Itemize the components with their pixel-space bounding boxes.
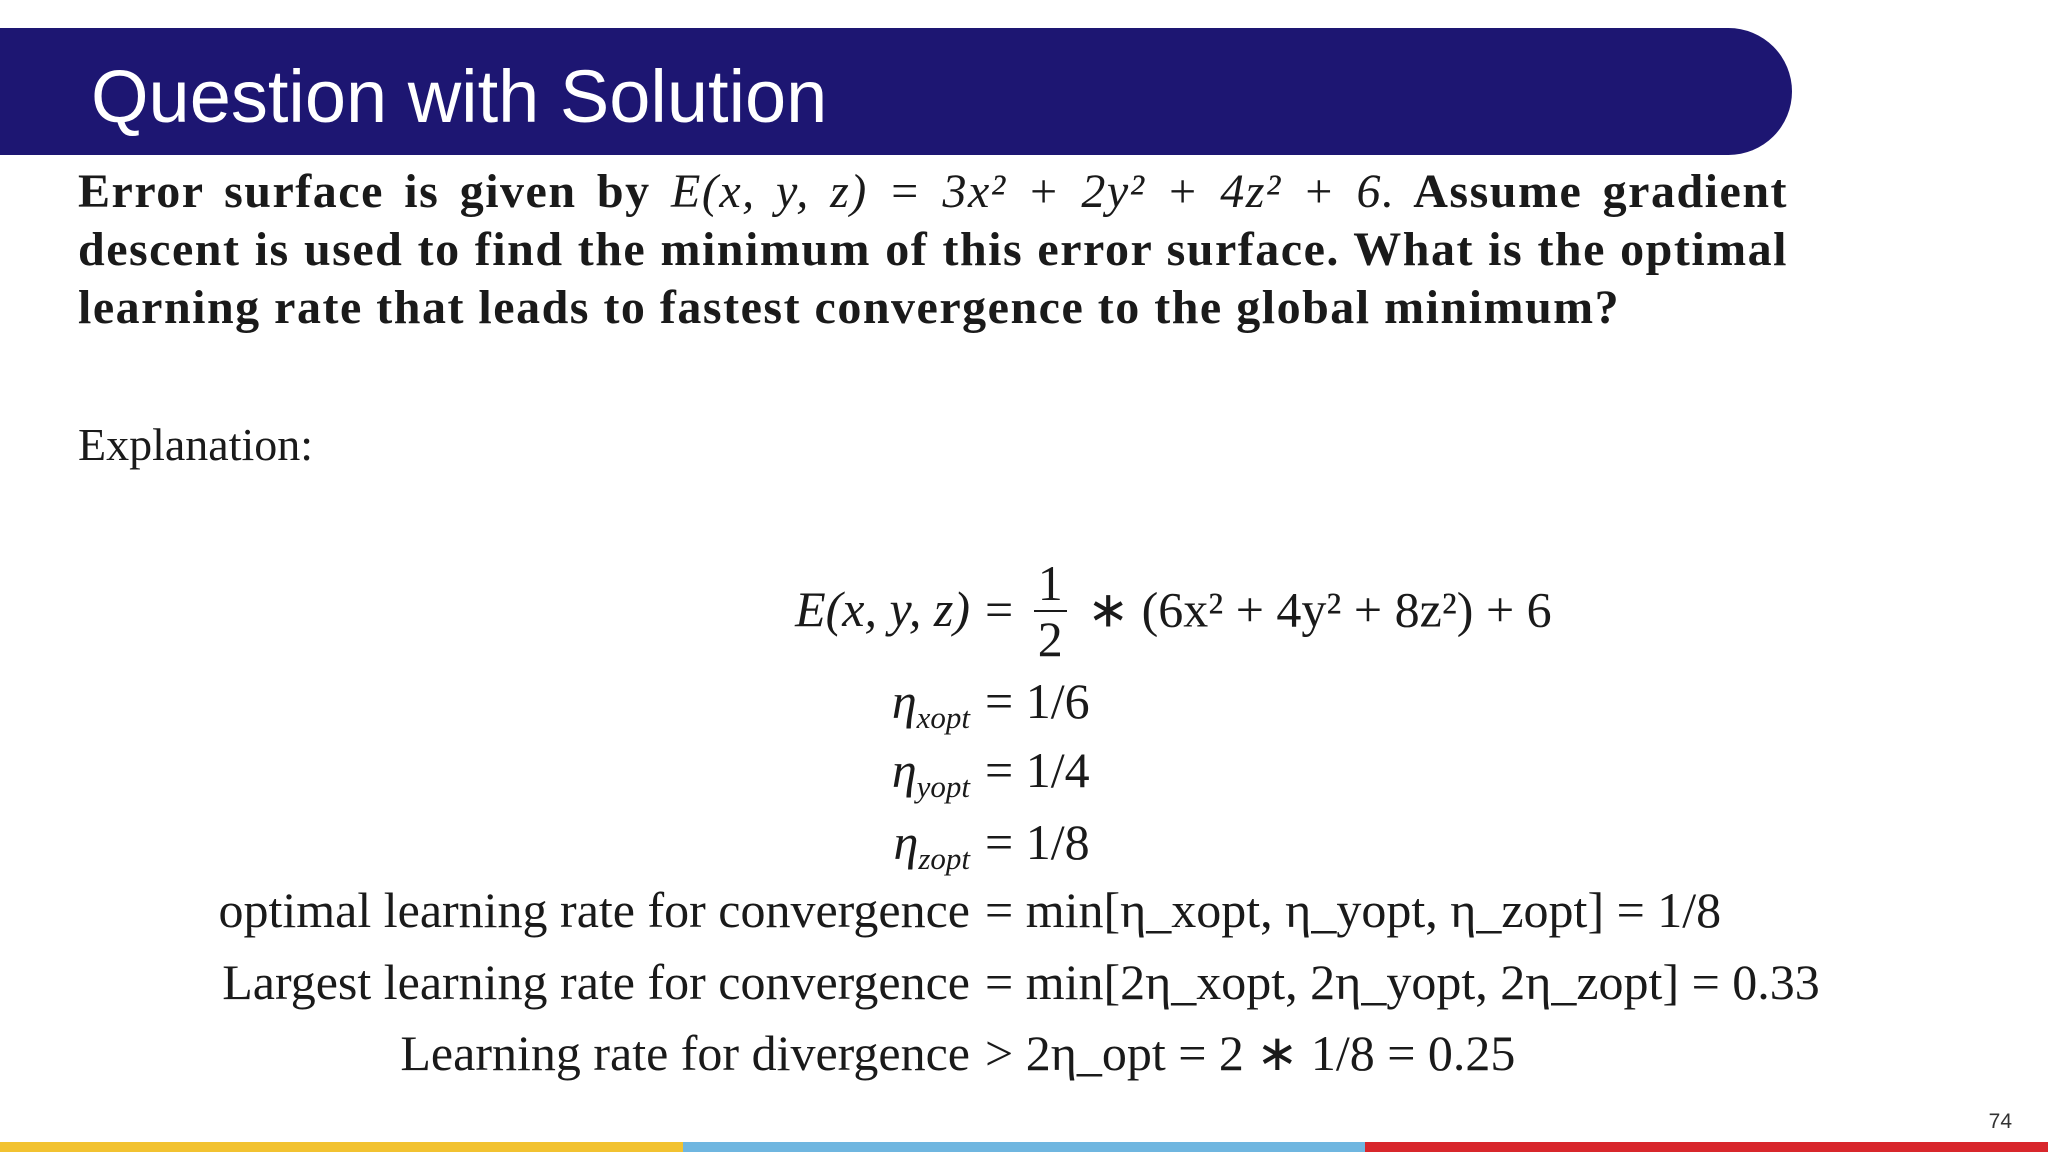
equation-lhs: Learning rate for divergence (400, 1025, 970, 1081)
question-text (78, 163, 1788, 337)
equation-error-surface (0, 555, 2048, 667)
fraction-one-half (1034, 556, 1067, 666)
question-body: Assume gradient descent is used to find the minimum of this error surface. What is the optimal learning rate that leads to fastest convergence to the global minimum? (78, 165, 1789, 334)
question-intro: Error surface is given by (78, 165, 672, 218)
slide-title: Question with Solution (91, 55, 828, 138)
fraction-numerator: 1 (1034, 556, 1067, 612)
eta-symbol: η (891, 742, 917, 798)
equation-equals: = (985, 581, 1014, 638)
equation-lhs: optimal learning rate for convergence (218, 882, 970, 938)
equation-eta-x (0, 672, 2048, 738)
eta-subscript: yopt (916, 769, 970, 804)
equation-rhs: = 1/4 (985, 742, 1090, 798)
equation-eta-z (0, 813, 2048, 879)
eta-subscript: xopt (916, 700, 970, 735)
equation-rhs: = 1/8 (985, 814, 1090, 870)
footer-stripe-yellow (0, 1142, 683, 1152)
title-bar (0, 28, 1792, 155)
equation-rhs: ∗ (6x² + 4y² + 8z²) + 6 (1087, 581, 1552, 638)
equation-optimal-rate (0, 881, 2048, 947)
page-number: 74 (1988, 1110, 2012, 1133)
eta-subscript: zopt (918, 841, 970, 876)
fraction-denominator: 2 (1037, 611, 1063, 667)
equation-lhs: Largest learning rate for convergence (222, 954, 970, 1010)
equation-lhs: E(x, y, z) (795, 581, 970, 637)
question-formula: E(x, y, z) = 3x² + 2y² + 4z² + 6. (671, 165, 1396, 218)
equation-eta-y (0, 741, 2048, 807)
equation-rhs: > 2η_opt = 2 ∗ 1/8 = 0.25 (985, 1025, 1516, 1081)
equation-rhs: = min[η_xopt, η_yopt, η_zopt] = 1/8 (985, 882, 1722, 938)
explanation-label: Explanation: (78, 419, 314, 470)
equation-rhs: = 1/6 (985, 673, 1090, 729)
footer-stripe-blue (683, 1142, 1365, 1152)
equation-divergence-rate (0, 1024, 2048, 1090)
eta-symbol: η (891, 673, 917, 729)
equation-rhs: = min[2η_xopt, 2η_yopt, 2η_zopt] = 0.33 (985, 954, 1820, 1010)
equation-largest-rate (0, 953, 2048, 1019)
eta-symbol: η (893, 814, 919, 870)
footer-stripe-red (1365, 1142, 2048, 1152)
